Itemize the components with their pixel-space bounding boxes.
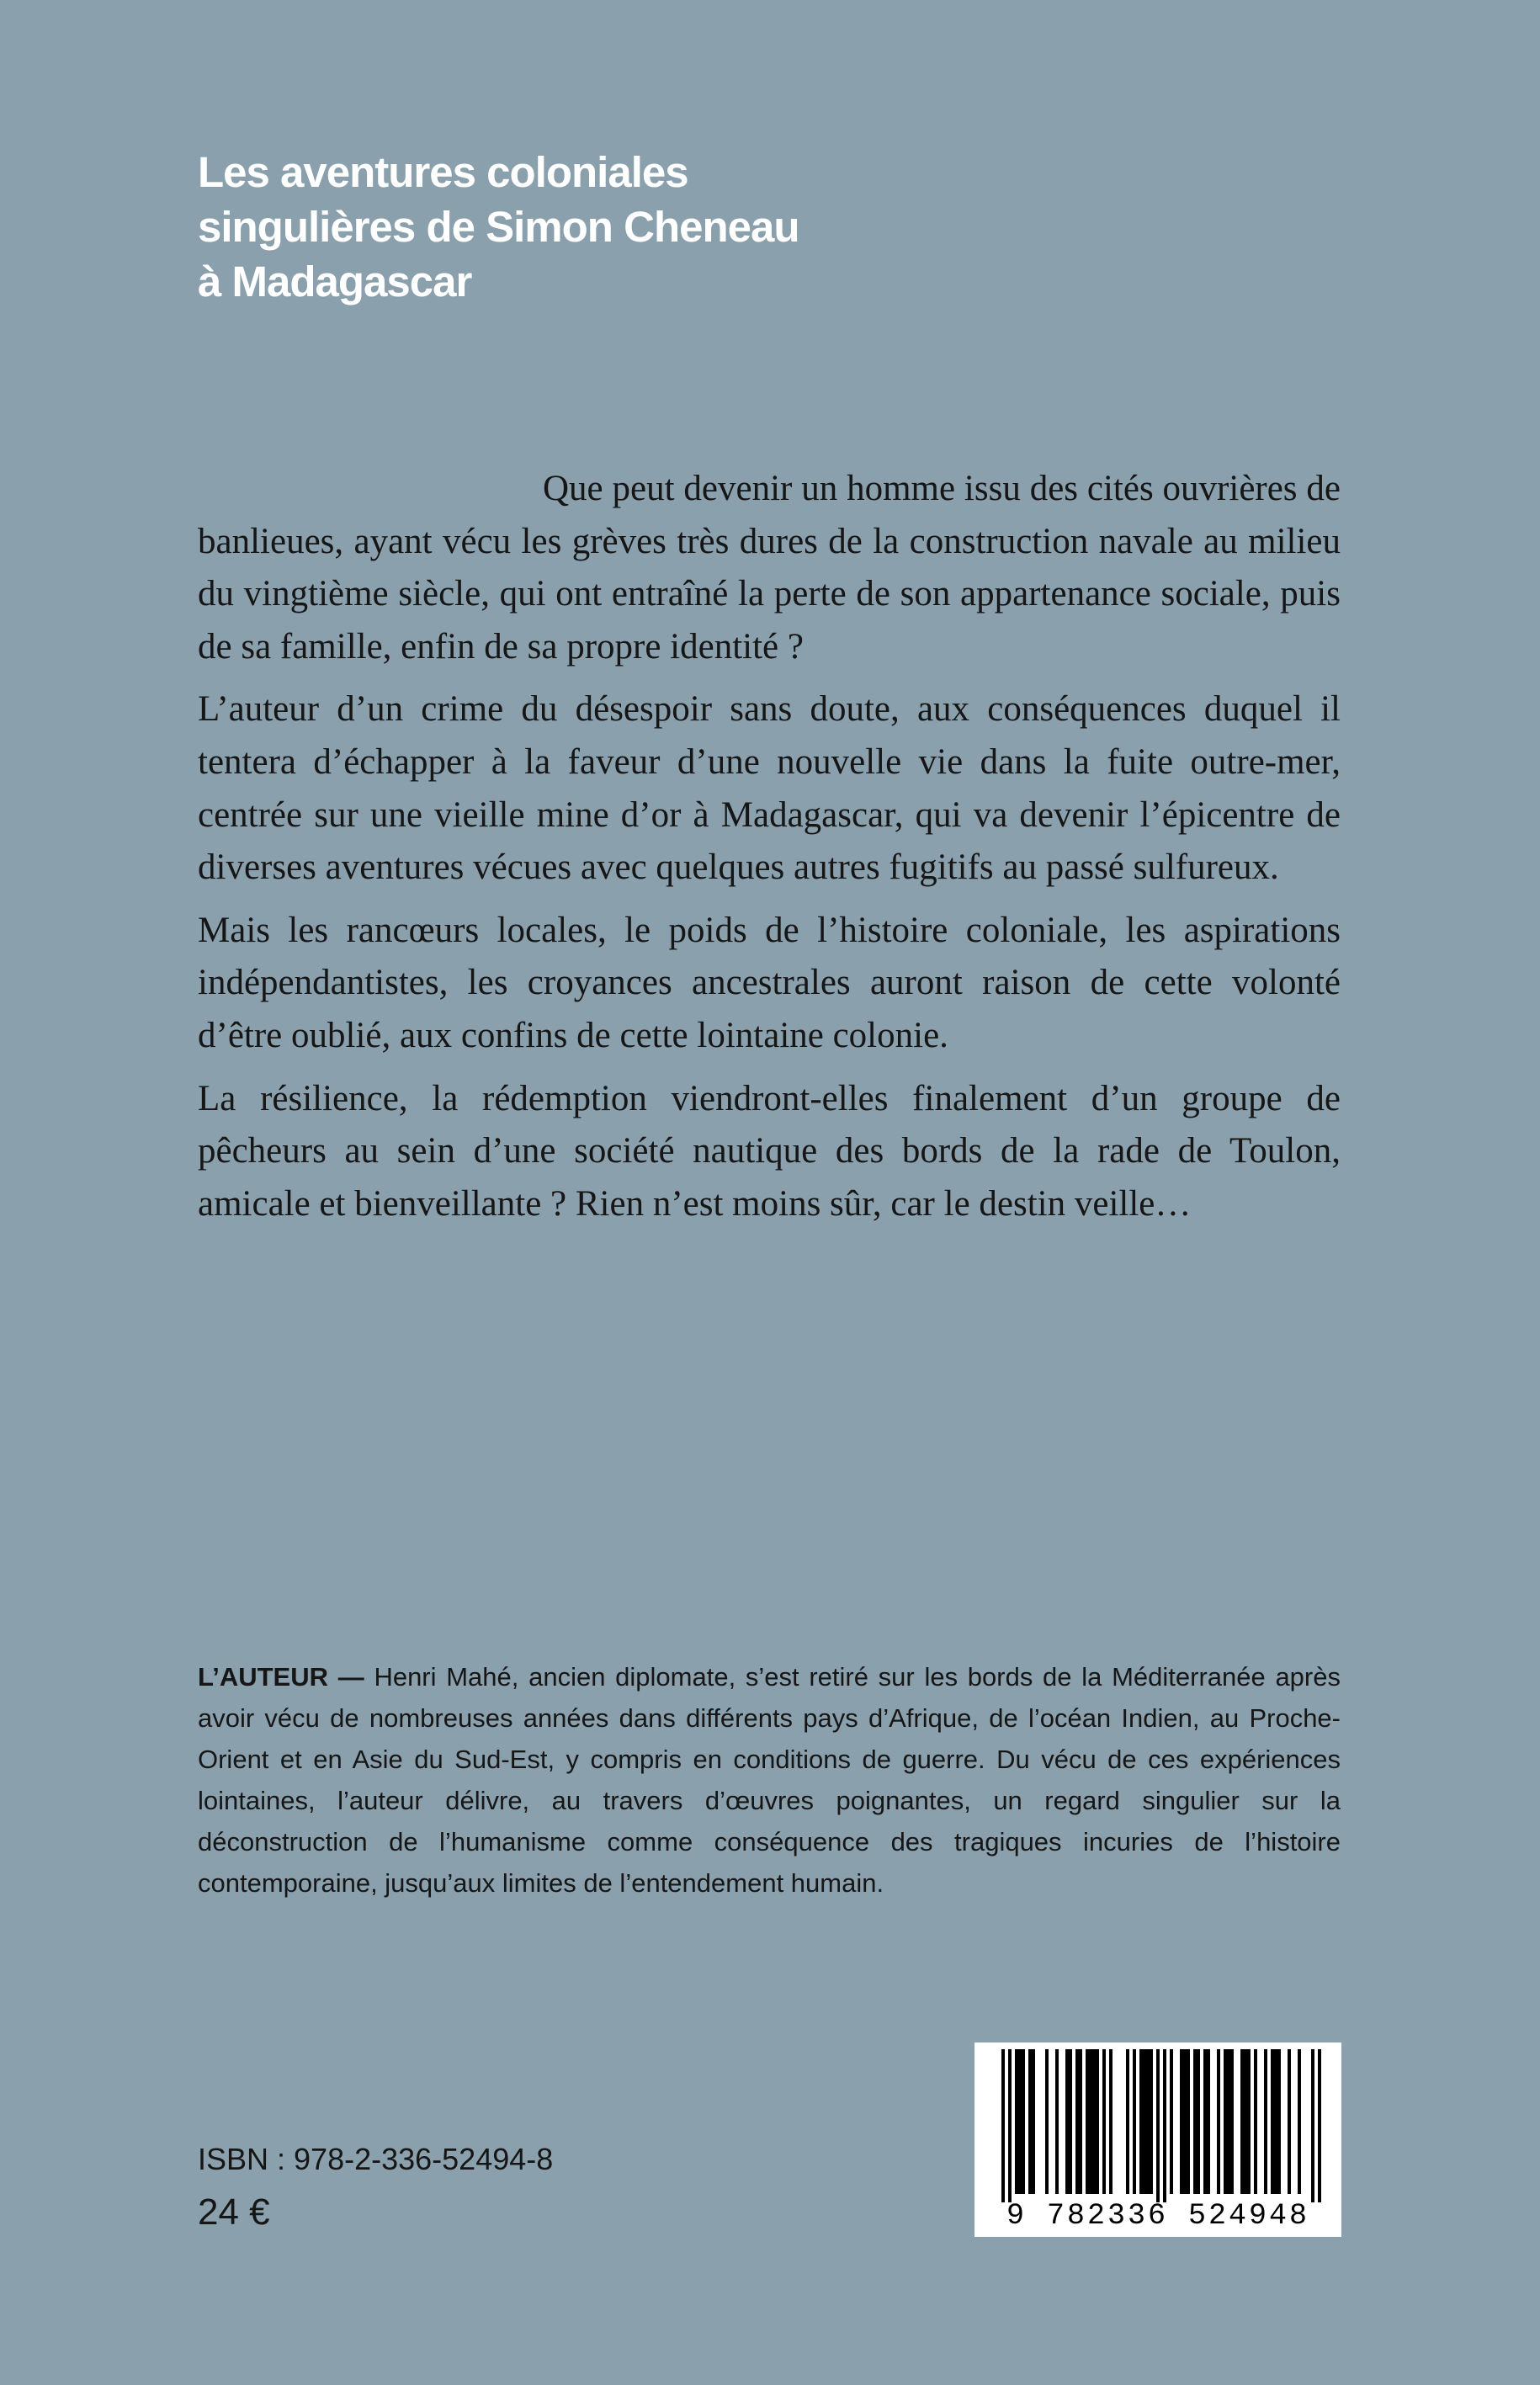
author-text: Henri Mahé, ancien diplomate, s’est retiré sur les bords de la Méditerranée après avoir vécu de nombreuses années dans différents pays d’Afrique, de l’océan Indien, au Proche-Orient et en Asie du Sud-Est, y compris en conditions de guerre. Du vécu de ces expériences lointaines, l’auteur délivre, au travers d’œuvres poignantes, un regard singulier sur la déconstruction de l’humanisme comme conséquence des tragiques incuries de l’histoire contemporaine, jusqu’aux limites de l’entendement humain. bbox=[198, 1662, 1341, 1898]
barcode-bar bbox=[1180, 2049, 1190, 2194]
summary-paragraph-1: Que peut devenir un homme issu des cités ouvrières de banlieues, ayant vécu les grèves très dures de la construction navale au milieu du vingtième siècle, qui ont entraîné la perte de son appartenance sociale, puis de sa famille, enfin de sa propre identité ? bbox=[198, 469, 1341, 667]
barcode-bar bbox=[1203, 2049, 1210, 2194]
barcode-bar bbox=[1086, 2049, 1099, 2194]
barcode-guard-bar bbox=[1163, 2049, 1166, 2202]
barcode-bar bbox=[1102, 2049, 1106, 2194]
summary bbox=[198, 463, 1341, 1240]
barcode-bars bbox=[974, 2042, 1341, 2202]
barcode-bar bbox=[1224, 2049, 1234, 2194]
barcode-bar bbox=[1139, 2049, 1153, 2194]
barcode-guard-bar bbox=[1001, 2049, 1005, 2202]
book-title-line-3: à Madagascar bbox=[198, 258, 472, 305]
barcode-bar bbox=[1045, 2049, 1049, 2194]
summary-paragraph-4: La résilience, la rédemption viendront-elles finalement d’un groupe de pêcheurs au sein d’une société nautique des bords de la rade de Toulon, amicale et bienveillante ? Rien n’est moins sûr, car le destin veille… bbox=[198, 1078, 1341, 1224]
barcode-guard-bar bbox=[1311, 2049, 1314, 2202]
book-title bbox=[198, 145, 1208, 309]
barcode-bar bbox=[1288, 2049, 1291, 2194]
barcode-bar bbox=[1055, 2049, 1059, 2194]
barcode-bar bbox=[1193, 2049, 1200, 2194]
barcode-bar bbox=[1271, 2049, 1281, 2194]
price: 24 € bbox=[198, 2191, 270, 2233]
barcode-bar bbox=[1109, 2049, 1113, 2194]
book-title-line-2: singulières de Simon Cheneau bbox=[198, 203, 799, 251]
barcode-bar bbox=[1015, 2049, 1025, 2194]
barcode-bar bbox=[1075, 2049, 1082, 2194]
book-title-line-1: Les aventures coloniales bbox=[198, 148, 688, 196]
author-label: L’AUTEUR — bbox=[198, 1662, 364, 1692]
summary-paragraph-3: Mais les rancœurs locales, le poids de l’histoire coloniale, les aspirations indépendantistes, les croyances ancestrales auront raison de cette volonté d’être oublié, aux confins de cette lointaine colonie. bbox=[198, 910, 1341, 1055]
barcode-guard-bar bbox=[1318, 2049, 1321, 2202]
barcode-bar bbox=[1028, 2049, 1035, 2194]
barcode-bar bbox=[1240, 2049, 1251, 2194]
barcode-bar bbox=[1254, 2049, 1257, 2194]
barcode bbox=[974, 2042, 1341, 2237]
barcode-bar bbox=[1264, 2049, 1267, 2194]
barcode-digits: 9 782336 524948 bbox=[1006, 2199, 1310, 2233]
barcode-guard-bar bbox=[1008, 2049, 1012, 2202]
isbn: ISBN : 978-2-336-52494-8 bbox=[198, 2142, 554, 2176]
barcode-bar bbox=[1133, 2049, 1136, 2194]
barcode-bar bbox=[1065, 2049, 1072, 2194]
barcode-bar bbox=[1298, 2049, 1301, 2194]
barcode-guard-bar bbox=[1156, 2049, 1160, 2202]
summary-paragraph-2: L’auteur d’un crime du désespoir sans doute, aux conséquences duquel il tentera d’échapper à la faveur d’une nouvelle vie dans la fuite outre-mer, centrée sur une vieille mine d’or à Madagascar, qui va devenir l’épicentre de diverses aventures vécues avec quelques autres fugitifs au passé sulfureux. bbox=[198, 689, 1341, 888]
barcode-bar bbox=[1170, 2049, 1173, 2194]
barcode-bar bbox=[1126, 2049, 1129, 2194]
barcode-bar bbox=[1217, 2049, 1220, 2194]
author-bio bbox=[198, 1656, 1341, 1904]
